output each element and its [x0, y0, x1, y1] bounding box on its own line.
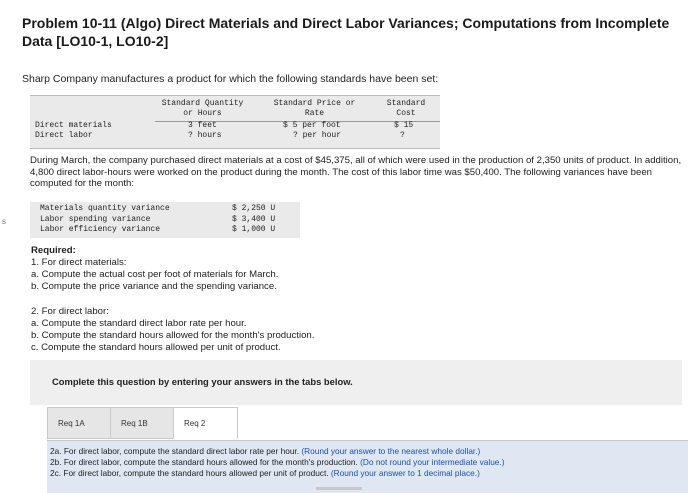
tab-req-2[interactable]: Req 2 [173, 407, 238, 439]
row-label-materials: Direct materials [35, 121, 112, 130]
tab-instructions [47, 440, 688, 493]
complete-question-box [30, 360, 682, 405]
variance-label: Materials quantity variance [40, 204, 170, 213]
cost-header-2: Cost [396, 109, 416, 118]
complete-prompt: Complete this question by entering your answers in the tabs below. [52, 376, 353, 387]
row-cost-labor: ? [400, 131, 405, 140]
row-cost-materials: $ 15 [394, 121, 414, 130]
intro-text: Sharp Company manufactures a product for which the following standards have been set: [22, 73, 439, 85]
row-label-labor: Direct labor [35, 131, 93, 140]
qty-header-2: or Hours [183, 109, 222, 118]
required-heading: Required: [31, 245, 76, 256]
row-qty-materials: 3 feet [188, 121, 217, 130]
required-part1: 1. For direct materials: [31, 257, 127, 268]
row-qty-labor: ? hours [188, 131, 222, 140]
variances-table [30, 202, 300, 238]
cost-header-1: Standard [386, 99, 426, 108]
variance-value: $ 2,250 U [232, 204, 276, 213]
problem-paragraph: During March, the company purchased direct materials at a cost of $45,375, all of which were used in the production of 2,350 units of product. In addition, 4,800 direct labor-hours were worked on the product during the month. The cost of this labor time was $50,400. The following variances have been computed for the month: [30, 155, 682, 189]
row-price-materials: $ 5 per foot [283, 121, 341, 130]
price-header-1: Standard Price or [273, 99, 356, 108]
variance-label: Labor efficiency variance [40, 225, 161, 234]
tab-req-1a[interactable]: Req 1A [47, 407, 112, 439]
variance-value: $ 1,000 U [232, 225, 276, 234]
edge-mark: s [2, 217, 6, 226]
qty-header-1: Standard Quantity [161, 99, 244, 108]
required-part1a: a. Compute the actual cost per foot of materials for March. [31, 269, 279, 280]
row-price-labor: ? per hour [293, 131, 342, 140]
scroll-handle[interactable] [316, 487, 362, 490]
required-part2a: a. Compute the standard direct labor rate per hour. [31, 318, 247, 329]
instruction-2b: 2b. For direct labor, compute the standard hours allowed for the month's production. (Do not round your intermediate value.) [50, 457, 505, 467]
standards-table [30, 95, 440, 149]
price-header-2: Rate [304, 109, 325, 118]
required-part2: 2. For direct labor: [31, 306, 109, 317]
required-part1b: b. Compute the price variance and the spending variance. [31, 281, 277, 292]
tab-req-1b[interactable]: Req 1B [110, 407, 175, 439]
variance-value: $ 3,400 U [232, 214, 276, 224]
instruction-2c: 2c. For direct labor, compute the standard hours allowed per unit of product. (Round your answer to 1 decimal place.) [50, 468, 480, 478]
instruction-2a: 2a. For direct labor, compute the standard direct labor rate per hour. (Round your answer to the nearest whole dollar.) [50, 446, 481, 456]
required-part2b: b. Compute the standard hours allowed for the month's production. [31, 330, 315, 341]
required-part2c: c. Compute the standard hours allowed per unit of product. [31, 342, 281, 353]
variance-label: Labor spending variance [40, 214, 151, 224]
problem-title: Problem 10-11 (Algo) Direct Materials and Direct Labor Variances; Computations from Incomplete Data [LO10-1, LO10-2] [22, 15, 670, 49]
